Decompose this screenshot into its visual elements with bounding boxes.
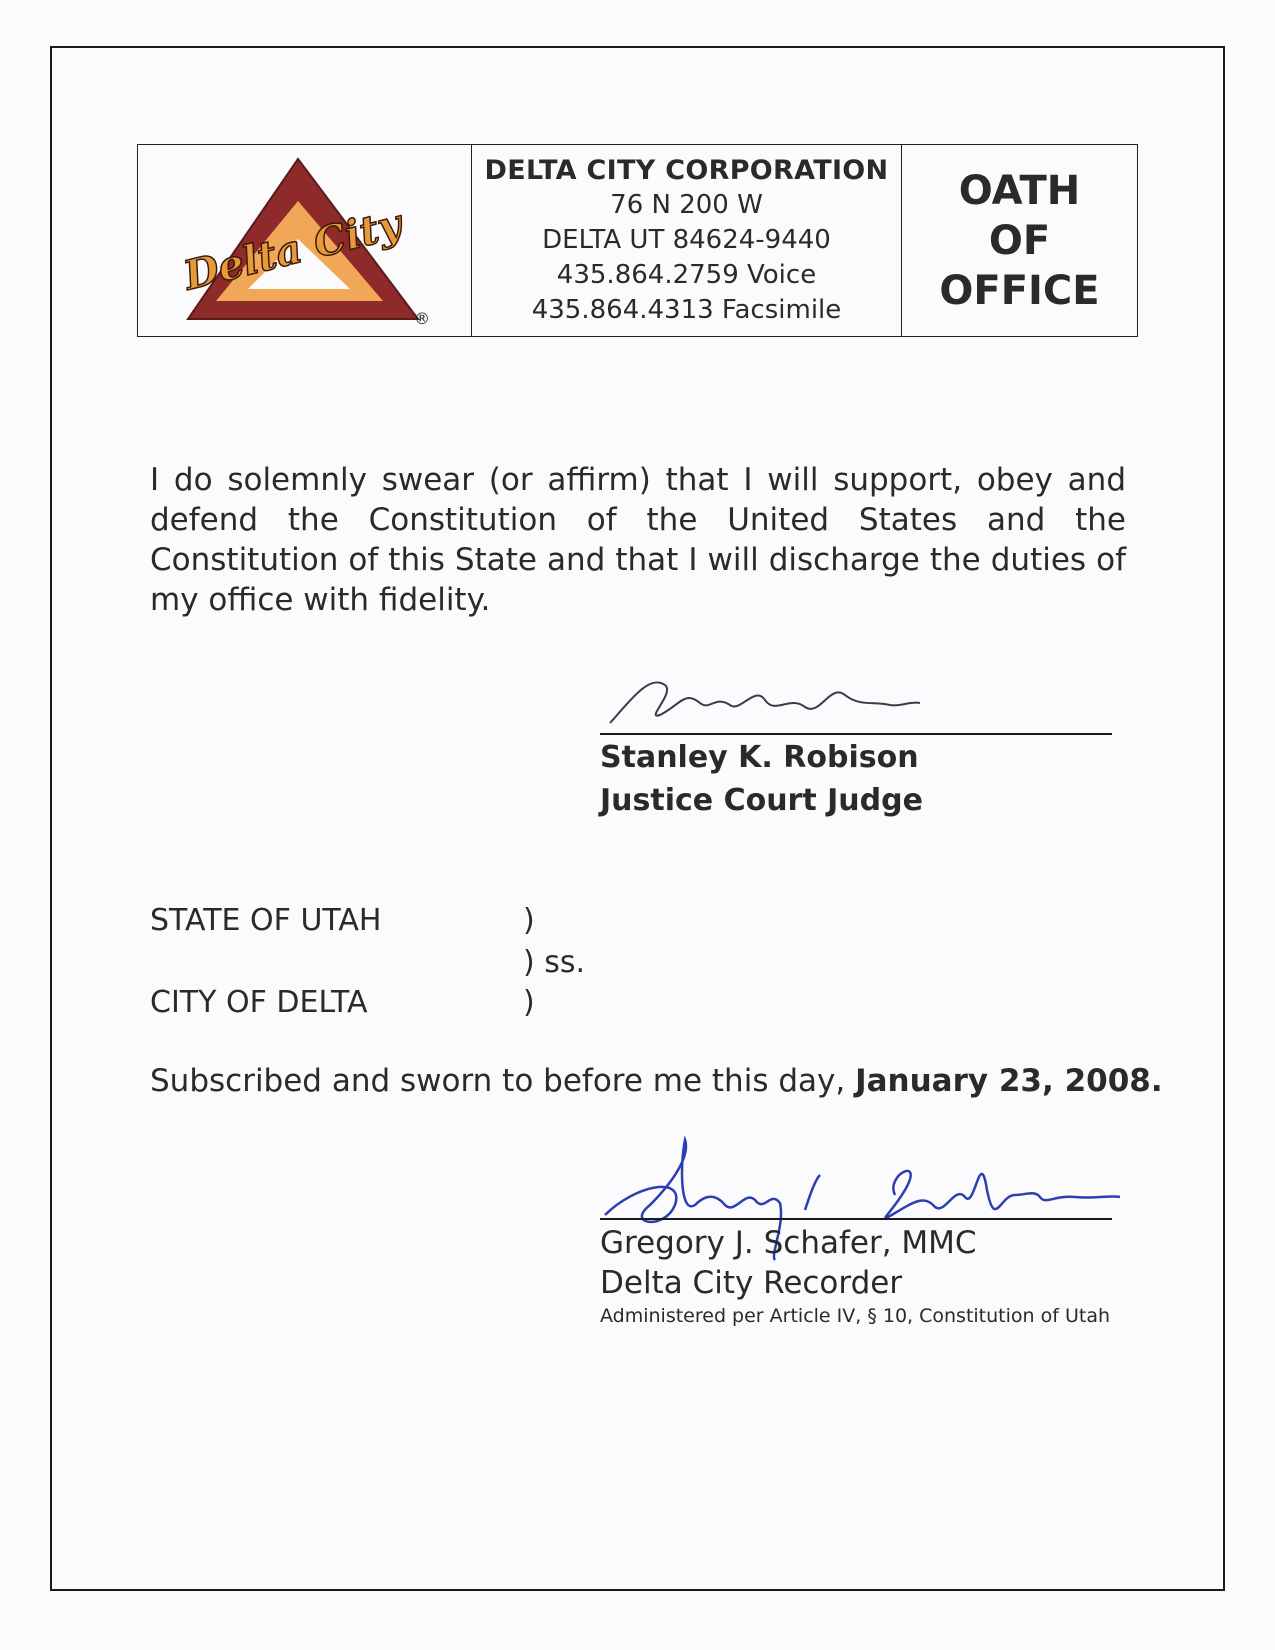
title-office: OFFICE xyxy=(939,267,1100,314)
venue-paren-3: ) xyxy=(523,985,535,1020)
oath-statement: I do solemnly swear (or affirm) that I will support, obey and defend the Constitution of the United States and the Constitution of this State and that I will discharge the duties of my office with fidelity. xyxy=(150,462,1126,618)
venue-paren-1: ) xyxy=(523,903,535,938)
recorder-title: Delta City Recorder xyxy=(600,1265,903,1301)
logo-cell xyxy=(138,145,472,336)
venue-state: STATE OF UTAH xyxy=(150,903,382,938)
recorder-name: Gregory J. Schafer, MMC xyxy=(600,1225,977,1261)
administration-note: Administered per Article IV, § 10, Constitution of Utah xyxy=(600,1305,1111,1327)
subscribed-statement xyxy=(150,1063,1163,1099)
address-cell xyxy=(472,145,902,336)
venue-paren-ss: ) ss. xyxy=(523,945,586,980)
registered-mark: ® xyxy=(414,309,430,328)
title-oath: OATH xyxy=(958,167,1081,214)
title-cell xyxy=(902,145,1137,336)
fax-number: 435.864.4313 Facsimile xyxy=(531,295,842,325)
officer-name: Stanley K. Robison xyxy=(600,740,919,775)
officer-title: Justice Court Judge xyxy=(600,783,923,818)
delta-city-logo xyxy=(178,151,428,331)
officer-signature xyxy=(605,665,925,735)
subscribed-prefix: Subscribed and sworn to before me this day, xyxy=(150,1063,856,1099)
letterhead xyxy=(137,144,1138,337)
address-line-2: DELTA UT 84624-9440 xyxy=(542,225,831,255)
address-line-1: 76 N 200 W xyxy=(610,190,763,220)
sworn-date: January 23, 2008. xyxy=(855,1063,1163,1099)
recorder-signature-line xyxy=(600,1218,1112,1220)
org-name: DELTA CITY CORPORATION xyxy=(484,155,889,186)
phone-number: 435.864.2759 Voice xyxy=(556,260,817,290)
venue-city: CITY OF DELTA xyxy=(150,985,368,1020)
svg-text:Delta City: Delta City xyxy=(179,200,407,300)
title-of: OF xyxy=(988,217,1051,264)
officer-signature-line xyxy=(600,733,1112,735)
